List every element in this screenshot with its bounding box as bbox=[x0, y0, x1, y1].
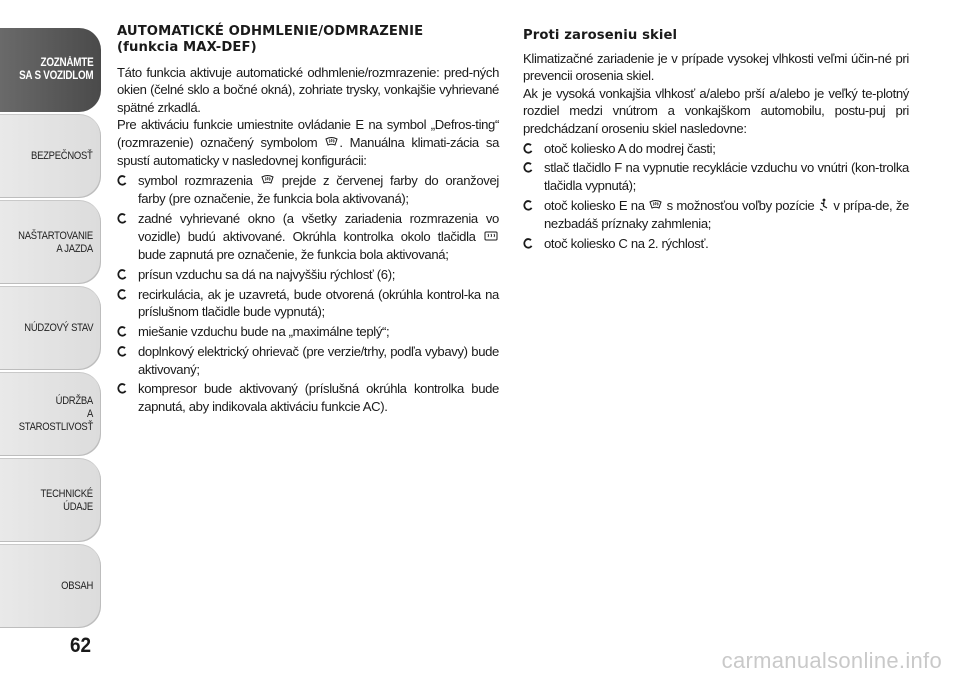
watermark-text: carmanualsonline.info bbox=[721, 648, 942, 673]
open-circle-bullet-icon bbox=[523, 162, 533, 173]
tab-label: ZOZNÁMTE SA S VOZIDLOM bbox=[18, 57, 93, 82]
heading-line-1: AUTOMATICKÉ ODHMLENIE/ODMRAZENIE bbox=[117, 24, 424, 39]
list-item: stlač tlačidlo F na vypnutie recyklácie vzduchu vo vnútri (kon-trolka tlačidla vypnutá); bbox=[523, 159, 909, 194]
windshield-defrost-icon bbox=[261, 173, 274, 190]
section-heading-max-def bbox=[117, 24, 499, 56]
right-column bbox=[523, 24, 909, 252]
open-circle-bullet-icon bbox=[523, 200, 533, 211]
paragraph-activation: Pre aktiváciu funkcie umiestnite ovládanie E na symbol „Defros-ting“ (rozmrazenie) označený symbolom . Manuálna klimati-zácia sa spustí automaticky v nasledovnej konfigurácii: bbox=[117, 117, 500, 169]
tab-label: NÚDZOVÝ STAV bbox=[23, 322, 93, 334]
list-item: prísun vzduchu sa dá na najvyššiu rýchlosť (6); bbox=[117, 266, 499, 283]
list-item: otoč koliesko C na 2. rýchlosť. bbox=[523, 235, 909, 252]
list-item: zadné vyhrievané okno (a všetky zariadenia rozmrazenia vo vozidle) budú aktivované. Okrúhla kontrolka okolo tlačidla bude zapnutá pre označenie, že funkcia bola aktivovaná; bbox=[117, 210, 499, 263]
open-circle-bullet-icon bbox=[117, 269, 127, 280]
airflow-feet-icon bbox=[819, 198, 829, 215]
section-heading-anti-fog: Proti zaroseniu skiel bbox=[523, 28, 678, 43]
paragraph-humidity: Klimatizačné zariadenie je v prípade vysokej vlhkosti veľmi účin-né pri prevencii orosenia skiel. bbox=[523, 51, 909, 84]
tab-label: NAŠTARTOVANIE A JAZDA bbox=[18, 229, 93, 255]
tab-obsah[interactable] bbox=[0, 544, 101, 628]
list-item: miešanie vzduchu bude na „maximálne teplý“; bbox=[117, 323, 499, 340]
tab-label: BEZPEČNOSŤ bbox=[31, 150, 93, 162]
paragraph-intro: Táto funkcia aktivuje automatické odhmlenie/rozmrazenie: pred-ných okien (čelné sklo a bočné okná), zohriate trysky, vonkajšie vyhrievané spätné zrkadlá. bbox=[117, 65, 499, 115]
open-circle-bullet-icon bbox=[117, 289, 127, 300]
chapter-tabs bbox=[0, 28, 103, 624]
anti-fog-steps-list bbox=[523, 140, 909, 253]
open-circle-bullet-icon bbox=[523, 143, 533, 154]
list-item: recirkulácia, ak je uzavretá, bude otvorená (okrúhla kontrol-ka na príslušnom tlačidle bude vypnutá); bbox=[117, 286, 499, 321]
tab-bezpecnost[interactable] bbox=[0, 114, 101, 198]
list-item: otoč koliesko A do modrej časti; bbox=[523, 140, 909, 157]
open-circle-bullet-icon bbox=[523, 238, 533, 249]
page-number: 62 bbox=[70, 634, 92, 657]
tab-zoznamte-sa-s-vozidlom[interactable] bbox=[0, 28, 101, 112]
tab-udrzba-a-starostlivost[interactable] bbox=[0, 372, 101, 456]
tab-label: ÚDRŽBA A STAROSTLIVOSŤ bbox=[18, 395, 93, 433]
windshield-defrost-icon bbox=[325, 135, 338, 152]
max-def-configuration-list bbox=[117, 172, 499, 415]
open-circle-bullet-icon bbox=[117, 175, 127, 186]
open-circle-bullet-icon bbox=[117, 383, 127, 394]
list-item: doplnkový elektrický ohrievač (pre verzie/trhy, podľa vybavy) bude aktivovaný; bbox=[117, 343, 499, 378]
list-item: kompresor bude aktivovaný (príslušná okrúhla kontrolka bude zapnutá, aby indikovala aktiváciu funkcie AC). bbox=[117, 380, 499, 415]
list-item: otoč koliesko E na s možnosťou voľby pozície v prípa-de, že nezbadáš príznaky zahmlenia; bbox=[523, 197, 909, 233]
open-circle-bullet-icon bbox=[117, 346, 127, 357]
tab-nastartovanie-a-jazda[interactable] bbox=[0, 200, 101, 284]
paragraph-procedure: Ak je vysoká vonkajšia vlhkosť a/alebo prší a/alebo je veľký te-plotný rozdiel medzi vnútrom a vonkajškom automobilu, postu-puj pri predchádzaní oroseniu skiel nasledovne: bbox=[523, 85, 909, 136]
open-circle-bullet-icon bbox=[117, 326, 127, 337]
tab-label: OBSAH bbox=[61, 580, 93, 592]
windshield-defrost-icon bbox=[649, 198, 662, 215]
list-item: symbol rozmrazenia prejde z červenej farby do oranžovej farby (pre označenie, že funkcia bola aktivovaná); bbox=[117, 172, 499, 208]
rear-window-defrost-icon bbox=[484, 229, 498, 246]
open-circle-bullet-icon bbox=[117, 213, 127, 224]
tab-technicke-udaje[interactable] bbox=[0, 458, 101, 542]
left-column bbox=[117, 24, 499, 415]
tab-nudzovy-stav[interactable] bbox=[0, 286, 101, 370]
heading-line-2: (funkcia MAX-DEF) bbox=[117, 40, 257, 55]
tab-label: TECHNICKÉ ÚDAJE bbox=[40, 487, 93, 513]
